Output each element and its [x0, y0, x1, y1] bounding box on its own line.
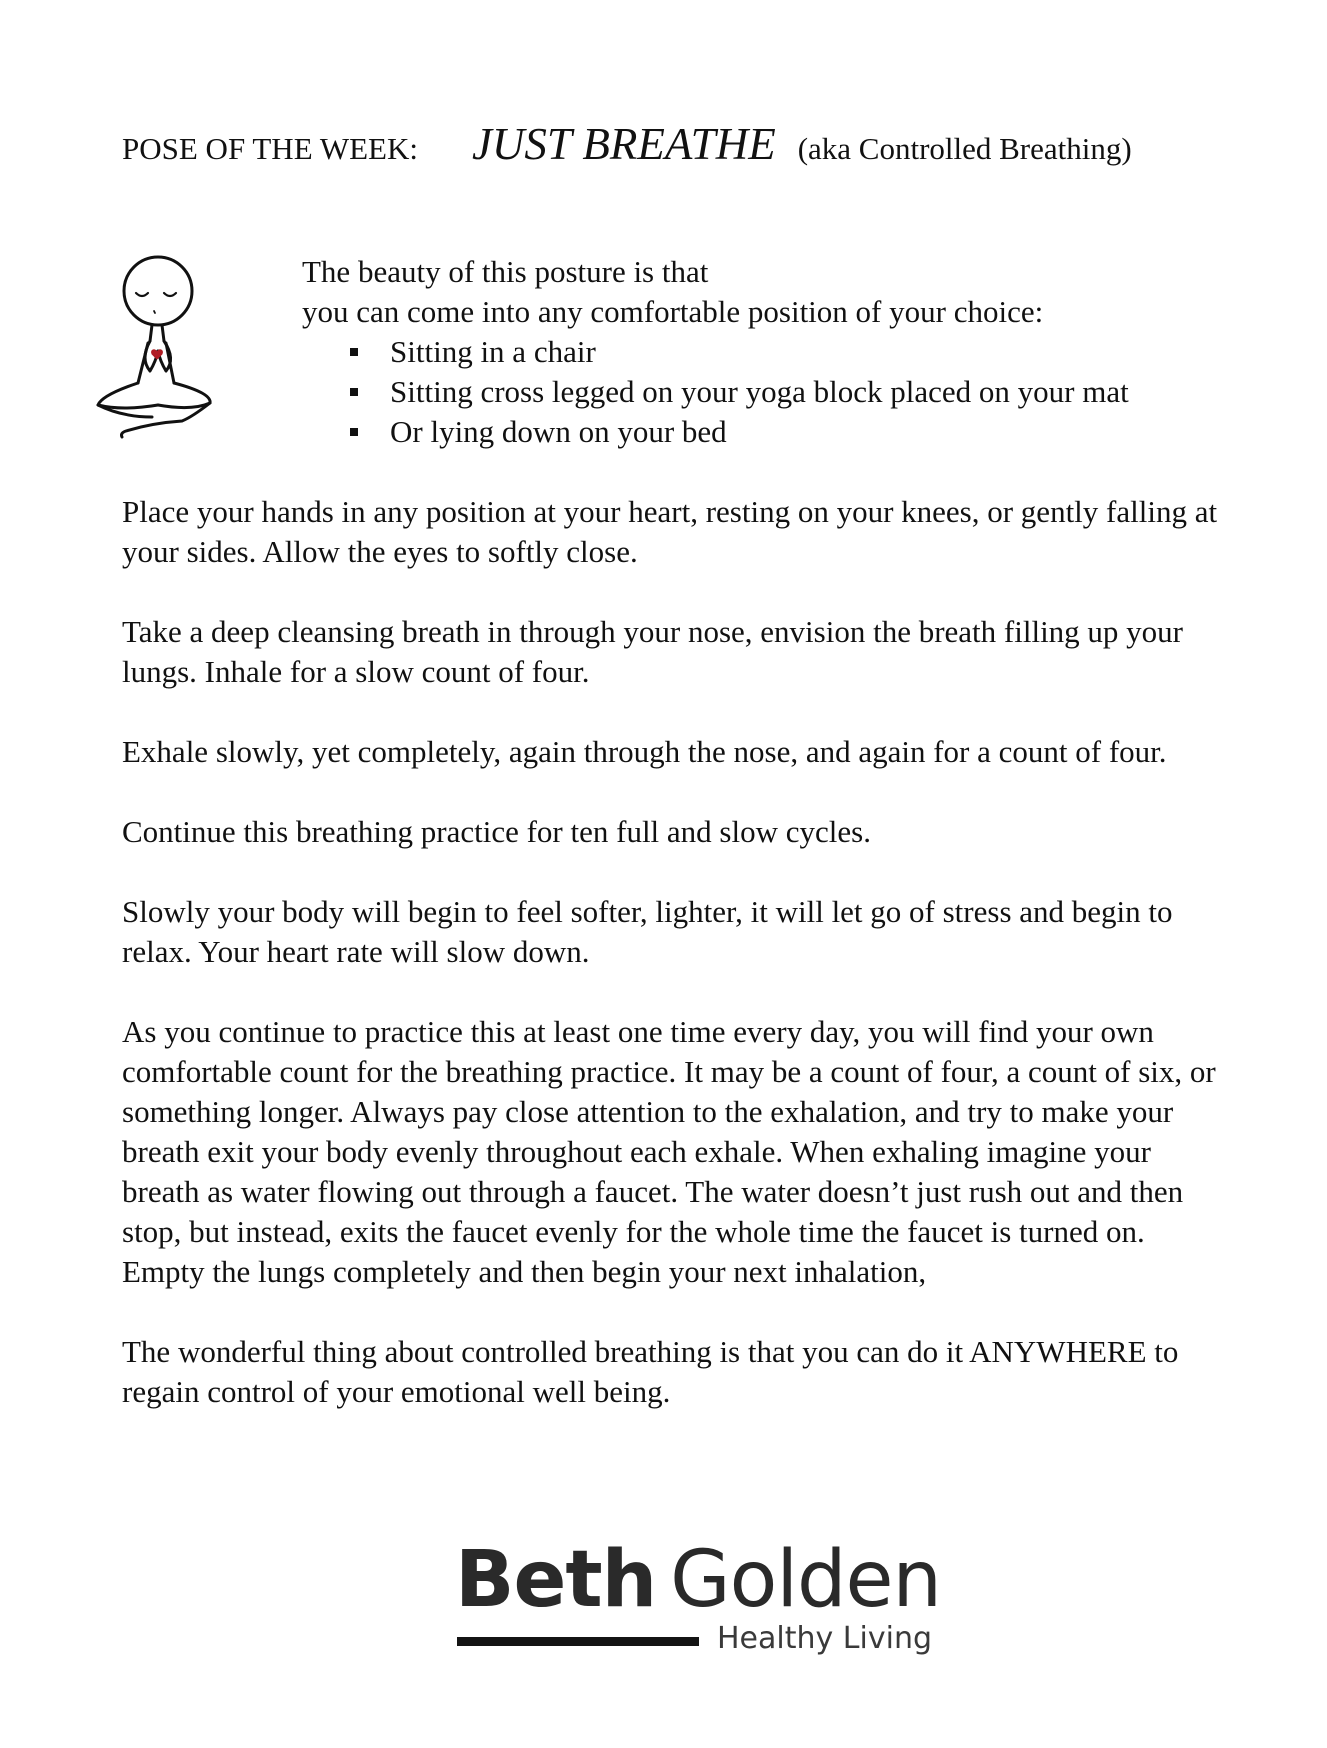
logo-first-name: Beth — [455, 1535, 657, 1625]
header — [122, 118, 1132, 170]
logo-name — [455, 1535, 941, 1625]
paragraph: Continue this breathing practice for ten full and slow cycles. — [122, 814, 871, 849]
intro-line: you can come into any comfortable position of your choice: — [302, 294, 1044, 329]
instructions-body — [122, 492, 1232, 1452]
intro-line: The beauty of this posture is that — [302, 254, 709, 289]
header-label: POSE OF THE WEEK: — [122, 131, 418, 166]
header-subtitle: (aka Controlled Breathing) — [797, 131, 1132, 166]
page-title: JUST BREATHE — [471, 119, 776, 169]
paragraph: Take a deep cleansing breath in through your nose, envision the breath filling up your lungs. Inhale for a slow count of four. — [122, 614, 1184, 689]
intro-section — [302, 252, 1129, 452]
position-options-list — [302, 332, 1129, 452]
list-item-label: Sitting cross legged on your yoga block placed on your mat — [390, 374, 1129, 409]
list-item-label: Or lying down on your bed — [390, 414, 727, 449]
list-item-label: Sitting in a chair — [390, 334, 596, 369]
paragraph: As you continue to practice this at least one time every day, you will find your own comfortable count for the breathing practice. It may be a count of four, a count of six, or something longer. Always pay close attention to the exhalation, and try to make your breath exit your body evenly throughout each exhale. When exhaling imagine your breath as water flowing out through a faucet. The water doesn’t just rush out and then stop, but instead, exits the faucet evenly for the whole time the faucet is turned on. Empty the lungs completely and then begin your next inhalation, — [122, 1014, 1216, 1289]
logo-underline-bar — [457, 1637, 699, 1646]
list-item — [350, 372, 1129, 412]
square-bullet-icon — [350, 388, 358, 396]
paragraph: The wonderful thing about controlled breathing is that you can do it ANYWHERE to regain control of your emotional well being. — [122, 1334, 1179, 1409]
meditation-figure-icon — [62, 255, 222, 455]
logo-last-name: Golden — [670, 1535, 941, 1625]
brand-logo — [455, 1535, 941, 1665]
paragraph: Exhale slowly, yet completely, again through the nose, and again for a count of four. — [122, 734, 1167, 769]
paragraph: Place your hands in any position at your heart, resting on your knees, or gently falling at your sides. Allow the eyes to softly close. — [122, 494, 1218, 569]
square-bullet-icon — [350, 348, 358, 356]
list-item — [350, 412, 1129, 452]
logo-tagline: Healthy Living — [717, 1621, 932, 1656]
list-item — [350, 332, 1129, 372]
square-bullet-icon — [350, 428, 358, 436]
paragraph: Slowly your body will begin to feel softer, lighter, it will let go of stress and begin to relax. Your heart rate will slow down. — [122, 894, 1173, 969]
